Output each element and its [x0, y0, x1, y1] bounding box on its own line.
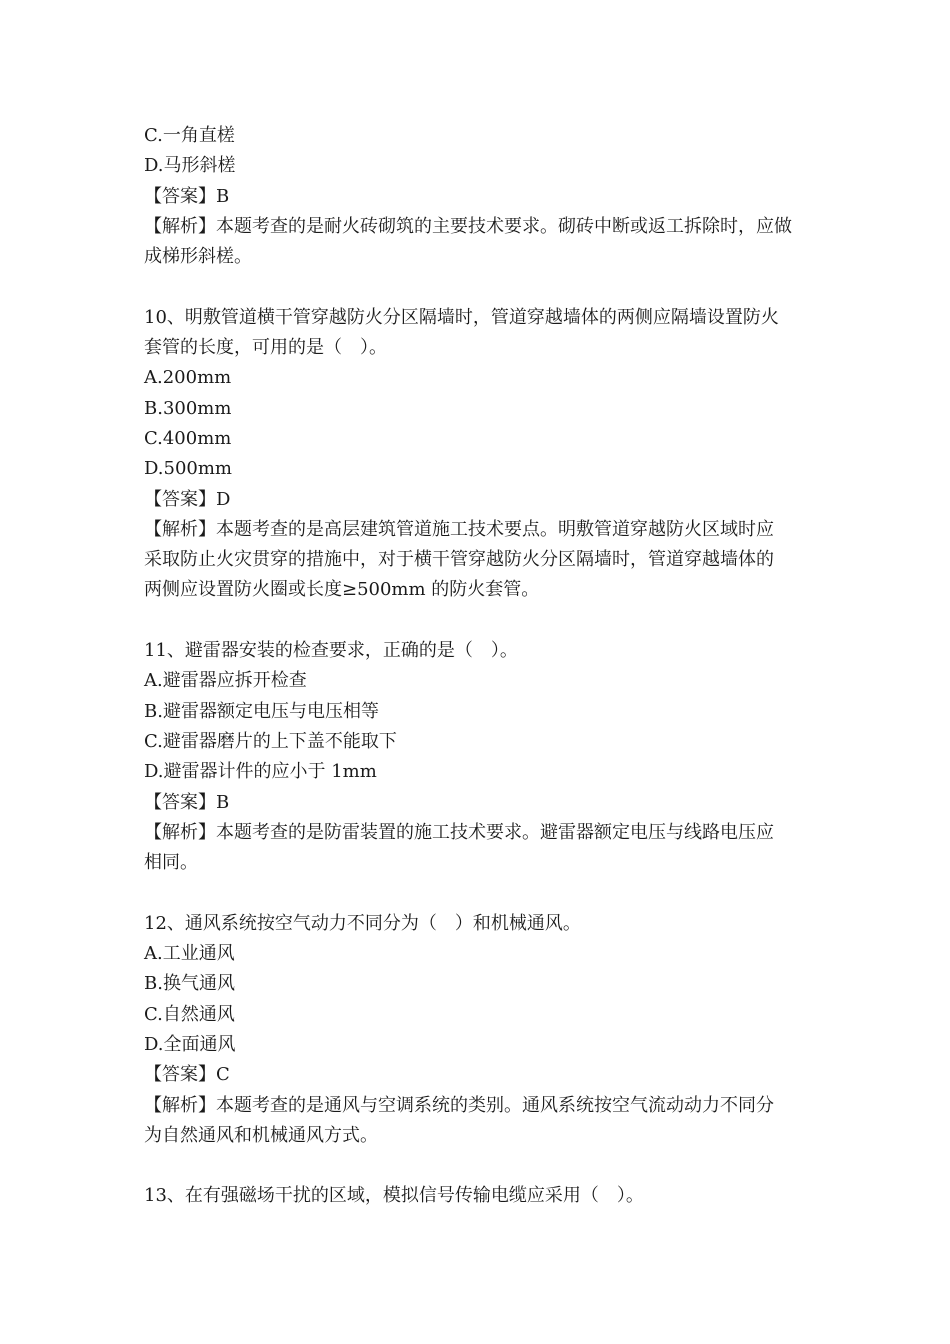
question-11 — [144, 636, 810, 878]
option-a: A.200mm — [144, 367, 232, 389]
question-9-tail — [144, 121, 810, 272]
option-b: B.避雷器额定电压与电压相等 — [144, 700, 379, 722]
option-b: B.换气通风 — [144, 973, 235, 995]
document-body — [144, 121, 810, 1212]
option-c: C.400mm — [144, 427, 232, 449]
analysis-line: 两侧应设置防火圈或长度≥500mm 的防火套管。 — [144, 579, 540, 601]
analysis-line: 相同。 — [144, 852, 198, 874]
question-13 — [144, 1181, 810, 1211]
analysis-line: 成梯形斜槎。 — [144, 246, 252, 268]
analysis-line: 【解析】本题考查的是通风与空调系统的类别。通风系统按空气流动动力不同分 — [144, 1094, 774, 1116]
option-b: B.300mm — [144, 397, 232, 419]
question-stem-line: 11、避雷器安装的检查要求，正确的是（ ）。 — [144, 640, 518, 662]
option-d: D.马形斜槎 — [144, 155, 236, 177]
answer-line: 【答案】C — [144, 1064, 230, 1086]
analysis-line: 采取防止火灾贯穿的措施中，对于横干管穿越防火分区隔墙时，管道穿越墙体的 — [144, 549, 774, 571]
analysis-line: 【解析】本题考查的是高层建筑管道施工技术要点。明敷管道穿越防火区域时应 — [144, 518, 774, 540]
question-10 — [144, 303, 810, 606]
option-d: D.避雷器计件的应小于 1mm — [144, 761, 377, 783]
option-d: D.全面通风 — [144, 1033, 236, 1055]
question-stem-line: 12、通风系统按空气动力不同分为（ ）和机械通风。 — [144, 912, 581, 934]
paragraph-gap — [144, 272, 810, 302]
question-stem-line: 13、在有强磁场干扰的区域，模拟信号传输电缆应采用（ ）。 — [144, 1185, 644, 1207]
analysis-line: 为自然通风和机械通风方式。 — [144, 1124, 378, 1146]
paragraph-gap — [144, 1151, 810, 1181]
question-stem-line: 套管的长度，可用的是（ ）。 — [144, 337, 387, 359]
answer-line: 【答案】B — [144, 185, 230, 207]
option-c: C.避雷器磨片的上下盖不能取下 — [144, 730, 397, 752]
question-stem-line: 10、明敷管道横干管穿越防火分区隔墙时，管道穿越墙体的两侧应隔墙设置防火 — [144, 306, 779, 328]
option-a: A.工业通风 — [144, 943, 235, 965]
option-a: A.避雷器应拆开检查 — [144, 670, 307, 692]
option-d: D.500mm — [144, 458, 233, 480]
option-c: C.自然通风 — [144, 1003, 235, 1025]
analysis-line: 【解析】本题考查的是防雷装置的施工技术要求。避雷器额定电压与线路电压应 — [144, 821, 774, 843]
analysis-line: 【解析】本题考查的是耐火砖砌筑的主要技术要求。砌砖中断或返工拆除时，应做 — [144, 215, 792, 237]
paragraph-gap — [144, 878, 810, 908]
option-c: C.一角直槎 — [144, 125, 235, 146]
answer-line: 【答案】D — [144, 488, 231, 510]
paragraph-gap — [144, 606, 810, 636]
answer-line: 【答案】B — [144, 791, 230, 813]
question-12 — [144, 909, 810, 1151]
